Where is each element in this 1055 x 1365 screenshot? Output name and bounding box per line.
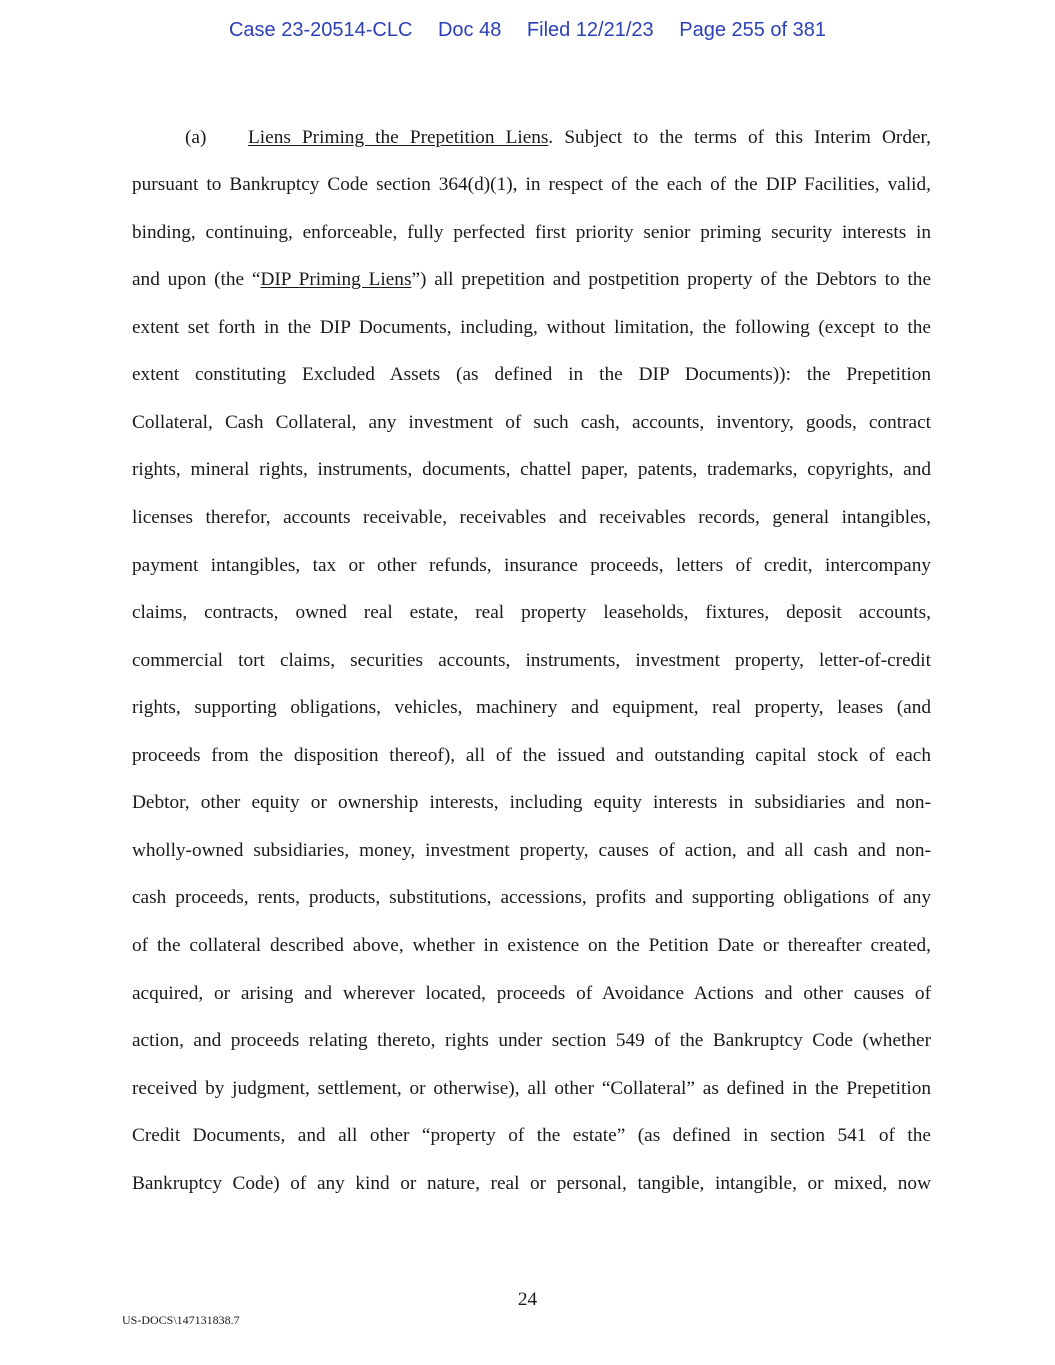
filed-date: Filed 12/21/23 bbox=[526, 19, 654, 41]
court-filing-header bbox=[0, 19, 1055, 42]
body-line: licenses therefor, accounts receivable, receivables and receivables records, general intangibles, bbox=[132, 507, 931, 528]
doc-number: Doc 48 bbox=[437, 19, 502, 41]
body-line: payment intangibles, tax or other refunds, insurance proceeds, letters of credit, intercompany bbox=[132, 555, 931, 576]
page-number: 24 bbox=[517, 1289, 538, 1310]
page-of-total: Page 255 of 381 bbox=[679, 19, 827, 41]
paragraph-heading: Liens Priming the Prepetition Liens bbox=[248, 127, 549, 148]
body-line: acquired, or arising and wherever located, proceeds of Avoidance Actions and other causes of bbox=[132, 983, 931, 1004]
body-line: proceeds from the disposition thereof), all of the issued and outstanding capital stock of each bbox=[132, 745, 931, 766]
body-line: of the collateral described above, whether in existence on the Petition Date or thereafter created, bbox=[132, 935, 931, 956]
body-line: action, and proceeds relating thereto, rights under section 549 of the Bankruptcy Code (whether bbox=[132, 1030, 931, 1051]
body-line: rights, mineral rights, instruments, documents, chattel paper, patents, trademarks, copyrights, and bbox=[132, 459, 931, 480]
body-line: Bankruptcy Code) of any kind or nature, real or personal, tangible, intangible, or mixed, now bbox=[132, 1173, 931, 1194]
case-number: Case 23-20514-CLC bbox=[228, 19, 413, 41]
body-line: cash proceeds, rents, products, substitutions, accessions, profits and supporting obligations of any bbox=[132, 887, 931, 908]
body-text: . Subject to the terms of this Interim Order, bbox=[548, 127, 931, 148]
body-line: binding, continuing, enforceable, fully perfected first priority senior priming security interests in bbox=[132, 222, 931, 243]
body-line: Debtor, other equity or ownership interests, including equity interests in subsidiaries and non- bbox=[132, 792, 931, 813]
body-line: extent constituting Excluded Assets (as defined in the DIP Documents)): the Prepetition bbox=[132, 364, 931, 385]
body-text: ”) all prepetition and postpetition property of the Debtors to the bbox=[411, 269, 932, 290]
body-line: wholly-owned subsidiaries, money, investment property, causes of action, and all cash and non- bbox=[132, 840, 931, 861]
body-line: extent set forth in the DIP Documents, including, without limitation, the following (except to the bbox=[132, 317, 931, 338]
body-line: commercial tort claims, securities accounts, instruments, investment property, letter-of-credit bbox=[132, 650, 931, 671]
document-id: US-DOCS\147131838.7 bbox=[122, 1313, 240, 1327]
body-line bbox=[132, 268, 931, 292]
body-line: rights, supporting obligations, vehicles, machinery and equipment, real property, leases (and bbox=[132, 697, 931, 718]
body-line: Collateral, Cash Collateral, any investment of such cash, accounts, inventory, goods, contract bbox=[132, 412, 931, 433]
paragraph-label: (a) bbox=[185, 127, 207, 148]
body-line bbox=[185, 126, 931, 150]
body-text: and upon (the “ bbox=[132, 269, 261, 290]
body-line: Credit Documents, and all other “property of the estate” (as defined in section 541 of the bbox=[132, 1125, 931, 1146]
body-line: pursuant to Bankruptcy Code section 364(d)(1), in respect of the each of the DIP Facilities, valid, bbox=[132, 174, 931, 195]
defined-term: DIP Priming Liens bbox=[260, 269, 412, 290]
body-line: claims, contracts, owned real estate, real property leaseholds, fixtures, deposit accounts, bbox=[132, 602, 931, 623]
body-line: received by judgment, settlement, or otherwise), all other “Collateral” as defined in the Prepetition bbox=[132, 1078, 931, 1099]
